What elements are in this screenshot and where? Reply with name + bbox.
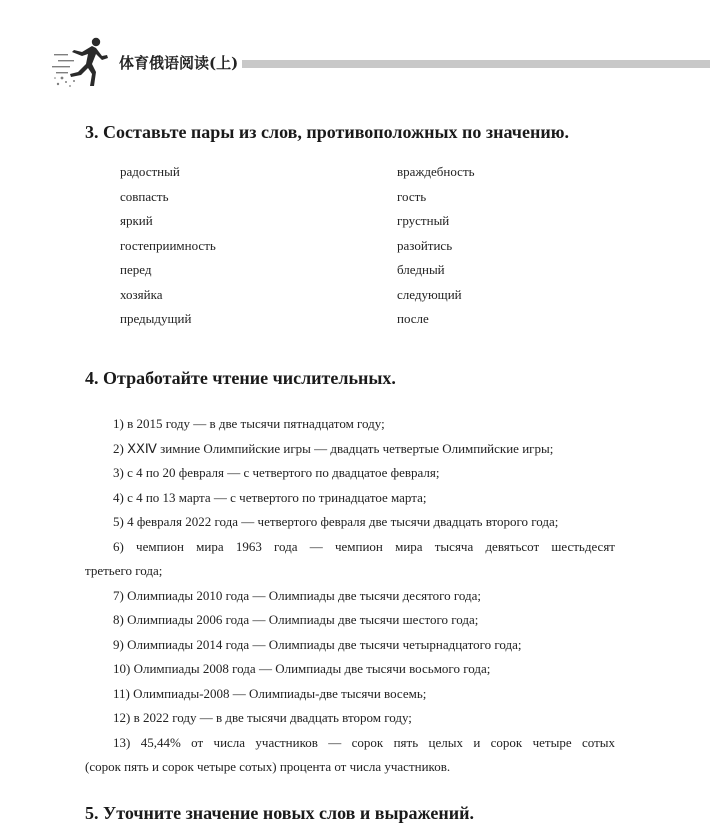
pair-right-word: гость [397,188,427,204]
pair-left-word: радостный [120,164,180,179]
numeral-item-continuation: (сорок пять и сорок четыре сотых) процента от числа участников. [85,759,451,774]
numeral-item: 8) Олимпиады 2006 года — Олимпиады две тысячи шестого года; [113,612,479,627]
numeral-item: 7) Олимпиады 2010 года — Олимпиады две тысячи десятого года; [113,587,481,603]
pair-left-word: яркий [120,213,153,228]
numeral-item: 1) в 2015 году — в две тысячи пятнадцатом году; [113,416,385,431]
numeral-reading-list [85,414,615,782]
header-rule [242,60,710,68]
pair-right-word: после [397,311,429,326]
pair-right-word: следующий [397,286,462,302]
pair-right-word: бледный [397,262,445,277]
pair-left-word: совпасть [120,188,169,204]
pair-left-word: хозяйка [120,286,163,302]
book-title: 体育俄语阅读(上) [119,54,239,72]
numeral-item: 9) Олимпиады 2014 года — Олимпиады две тысячи четырнадцатого года; [113,636,522,652]
exercise-3-heading: 3. Составьте пары из слов, противоположных по значению. [85,122,569,142]
numeral-item: 11) Олимпиады-2008 — Олимпиады-две тысячи восемь; [113,685,427,701]
pair-right-word: разойтись [397,237,453,253]
pair-left-word: гостеприимность [120,237,216,253]
numeral-item: 5) 4 февраля 2022 года — четвертого февраля две тысячи двадцать второго года; [113,514,559,529]
numeral-item: 2) ⅩⅩⅣ зимние Олимпийские игры — двадцать четвертые Олимпийские игры; [113,440,554,456]
numeral-item-continuation: третьего года; [85,563,163,578]
exercise-4-heading: 4. Отработайте чтение числительных. [85,368,396,388]
page-header [0,0,710,100]
running-athlete-icon [52,34,114,90]
pair-left-word: предыдущий [120,311,192,326]
numeral-item: 13) 45,44% от числа участников — сорок пять целых и сорок четыре сотых [113,734,615,750]
pair-left-word: перед [120,262,152,277]
numeral-item: 6) чемпион мира 1963 года — чемпион мира тысяча девятьсот шестьдесят [113,538,615,554]
numeral-item: 4) с 4 по 13 марта — с четвертого по тринадцатое марта; [113,489,427,505]
pair-right-word: грустный [397,213,450,228]
numeral-item: 12) в 2022 году — в две тысячи двадцать втором году; [113,710,412,725]
exercise-5-heading: 5. Уточните значение новых слов и выражений. [85,803,474,823]
numeral-item: 3) с 4 по 20 февраля — с четвертого по двадцатое февраля; [113,465,440,480]
numeral-item: 10) Олимпиады 2008 года — Олимпиады две тысячи восьмого года; [113,661,491,676]
pair-right-word: враждебность [397,164,475,179]
